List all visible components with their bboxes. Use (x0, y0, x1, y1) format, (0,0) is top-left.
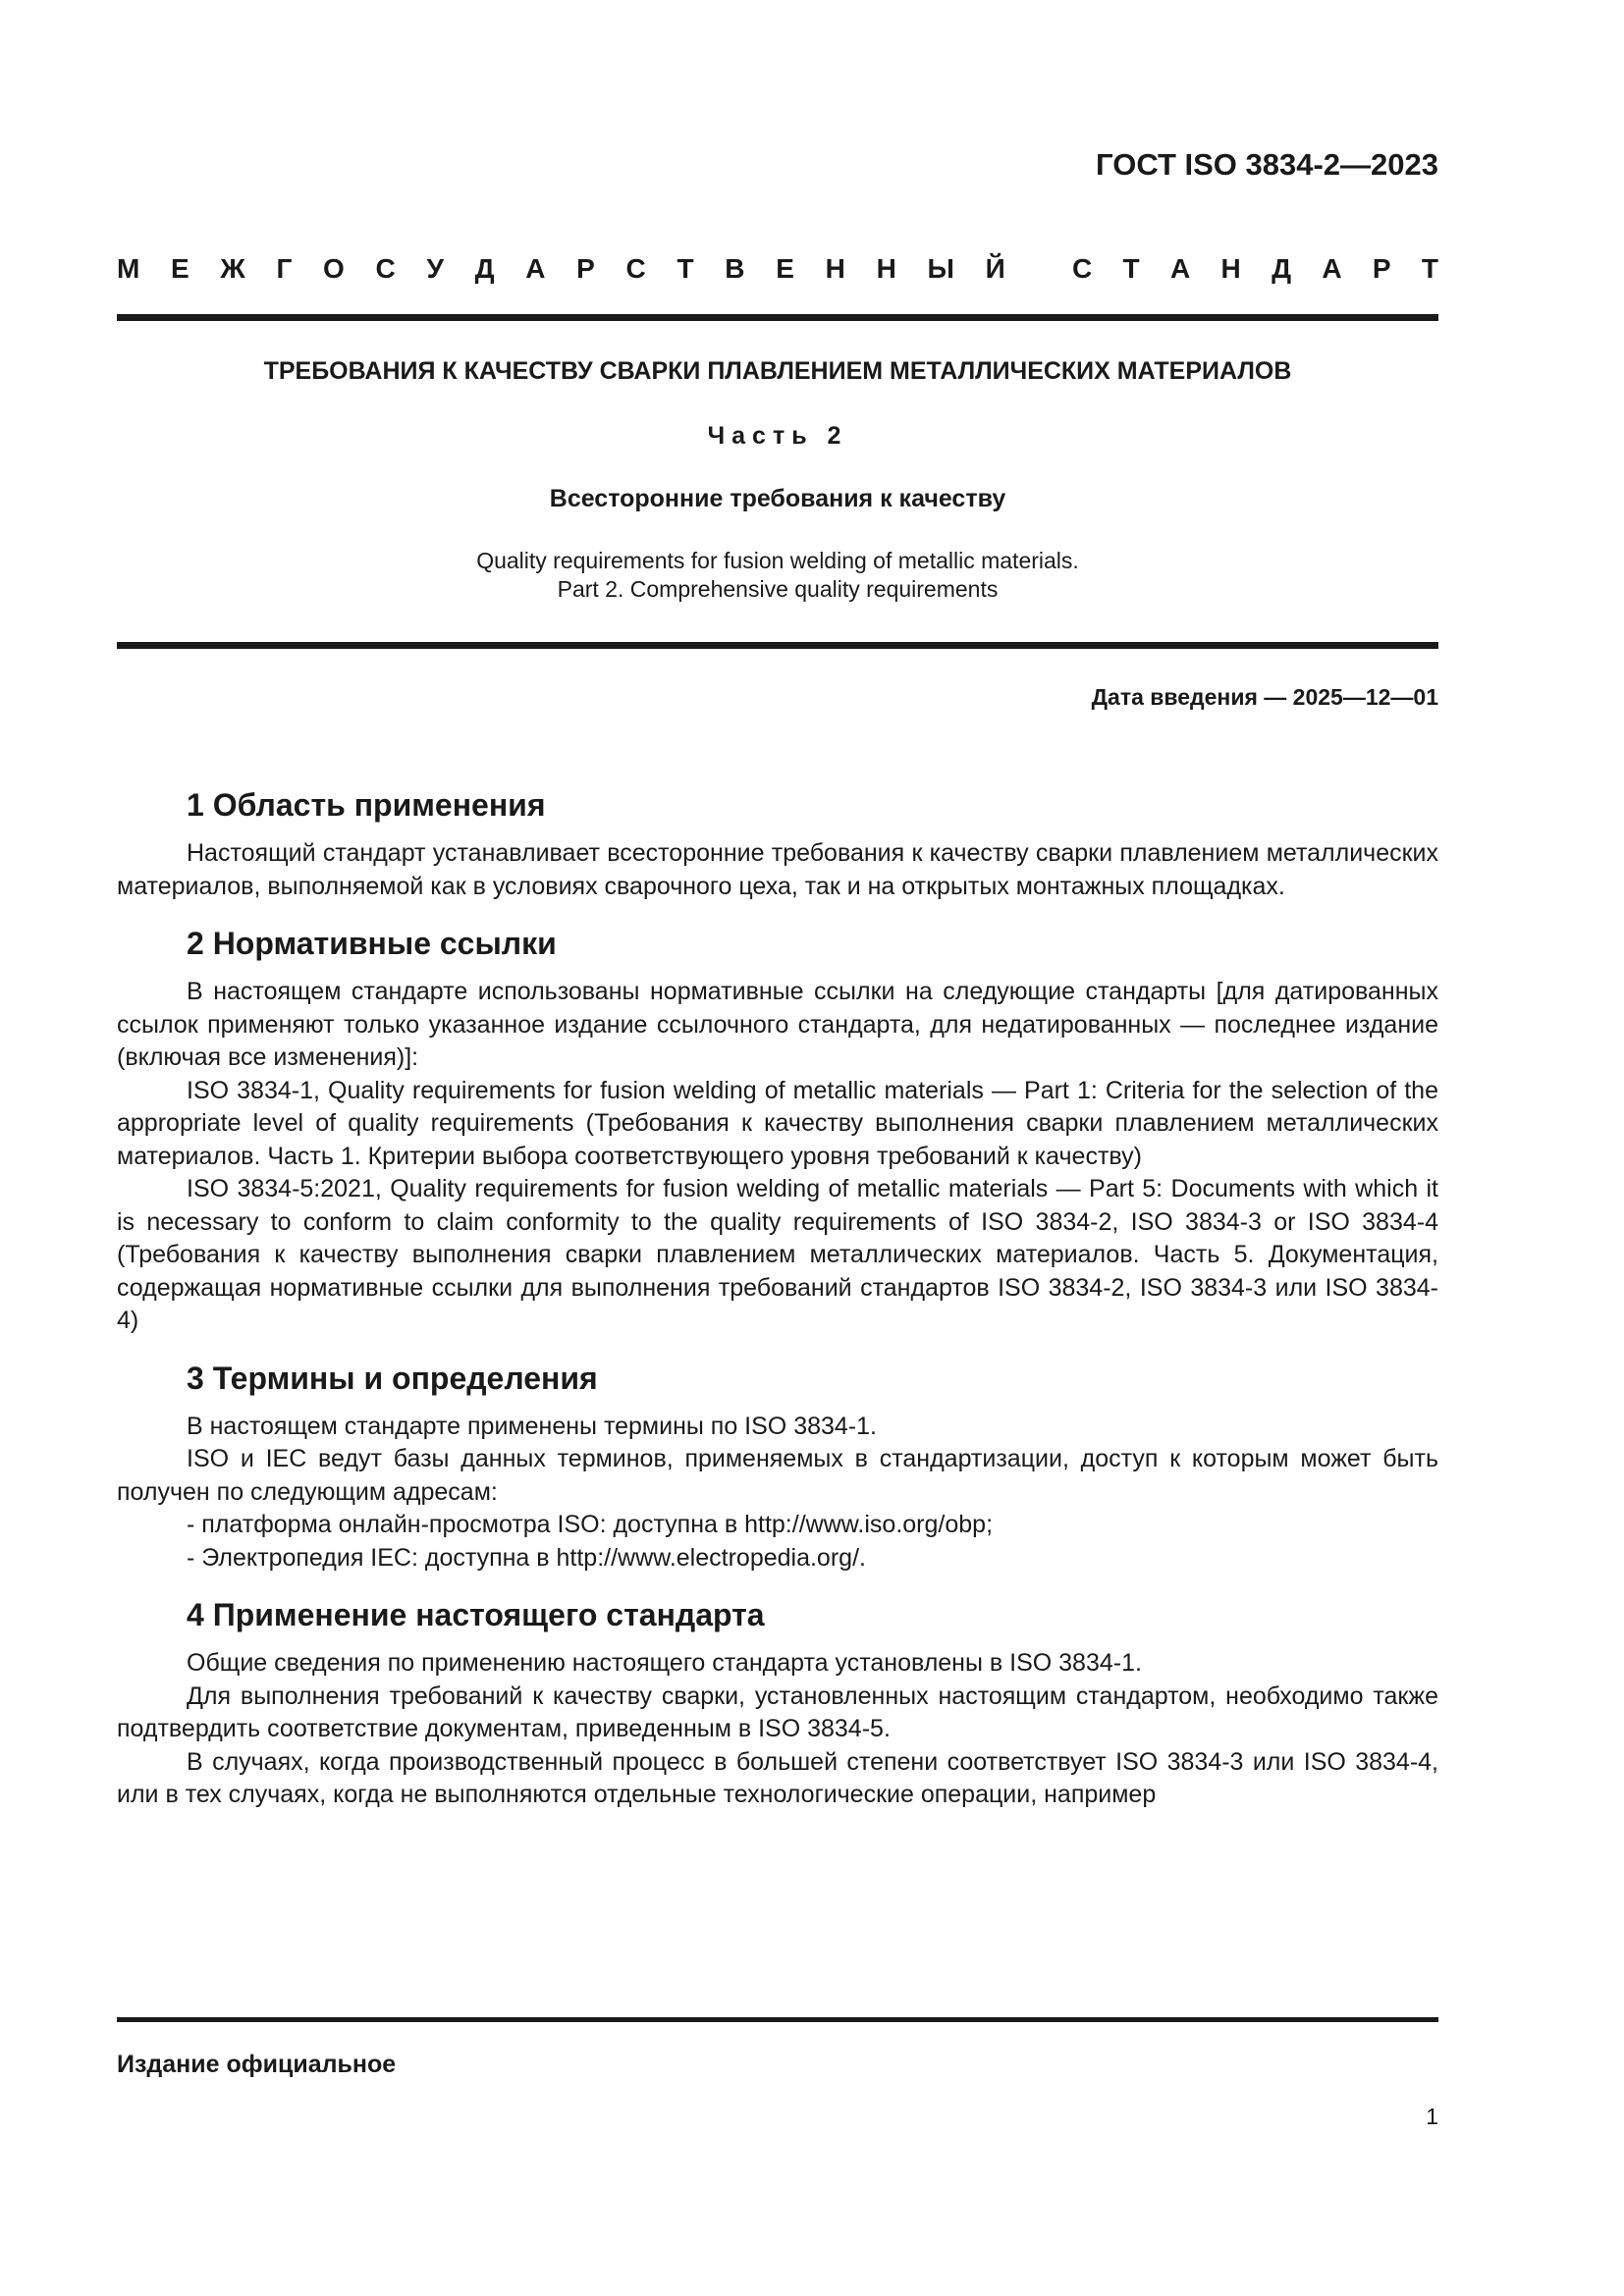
letter: Е (776, 253, 794, 284)
letter: О (323, 253, 345, 284)
letter: С (625, 253, 646, 284)
letter: А (1322, 253, 1342, 284)
footer-rule (117, 2017, 1438, 2022)
list-item: - Электропедия IEC: доступна в http://www.electropedia.org/. (187, 1543, 866, 1572)
section-heading: 4 Применение настоящего стандарта (187, 1597, 765, 1632)
letter: Т (1122, 253, 1140, 284)
list-item: - платформа онлайн-просмотра ISO: доступна в http://www.iso.org/obp; (187, 1511, 994, 1538)
letter: Р (1372, 253, 1391, 284)
letter: А (525, 253, 546, 284)
introduction-date: Дата введения — 2025—12—01 (1091, 684, 1438, 710)
official-edition-label: Издание официальное (117, 2051, 397, 2078)
letter: Н (876, 253, 896, 284)
letter: У (426, 253, 444, 284)
letter: Й (985, 253, 1005, 284)
paragraph: В настоящем стандарте применены термины по ISO 3834-1. (187, 1412, 877, 1440)
paragraph: ISO и IEC ведут базы данных терминов, применяемых в стандартизации, доступ к которым может быть получен по следующим адресам: (117, 1445, 1438, 1506)
letter: Д (474, 253, 495, 284)
paragraph: Настоящий стандарт устанавливает всесторонние требования к качеству сварки плавлением металлических материалов, выполняемой как в условиях сварочного цеха, так и на открытых монтажных площадках. (117, 839, 1438, 900)
paragraph: В случаях, когда производственный процесс в большей степени соответствует ISO 3834-3 или ISO 3834-4, или в тех случаях, когда не выполняются отдельные технологические операции, например (117, 1747, 1438, 1808)
paragraph: Для выполнения требований к качеству сварки, установленных настоящим стандартом, необходимо также подтвердить соответствие документам, приведенным в ISO 3834-5. (117, 1682, 1438, 1742)
header-rule (117, 314, 1438, 321)
english-title-line-1: Quality requirements for fusion welding of metallic materials. (476, 548, 1079, 573)
section-terms (117, 1359, 1438, 1575)
letter: Г (276, 253, 293, 284)
document-body (117, 785, 1438, 1833)
main-title: ТРЕБОВАНИЯ К КАЧЕСТВУ СВАРКИ ПЛАВЛЕНИЕМ МЕТАЛЛИЧЕСКИХ МАТЕРИАЛОВ (263, 357, 1292, 385)
letter: Д (1272, 253, 1292, 284)
letter: Е (171, 253, 189, 284)
letter: Н (1220, 253, 1241, 284)
standard-type-line (117, 253, 1438, 285)
letter: В (725, 253, 745, 284)
subtitle: Всесторонние требования к качеству (549, 485, 1006, 512)
reference-entry: ISO 3834-1, Quality requirements for fusion welding of metallic materials — Part 1: Criteria for the selection of the appropriate level of quality requirements (Требования к качеству выполнения сварки плавлением металлических материалов. Часть 1. Критерии выбора соответствующего уровня требований к качеству) (117, 1076, 1438, 1170)
letter: А (1169, 253, 1191, 284)
section-heading: 2 Нормативные ссылки (187, 926, 557, 961)
page-number: 1 (1426, 2104, 1438, 2129)
paragraph: В настоящем стандарте использованы нормативные ссылки на следующие стандарты [для датированных ссылок применяют только указанное издание ссылочного стандарта, для недатированных — последнее издание (включая все изменения)]: (117, 978, 1438, 1071)
section-normative-references (117, 924, 1438, 1338)
english-title (117, 547, 1438, 604)
section-heading: 1 Область применения (187, 787, 546, 823)
title-rule (117, 642, 1438, 649)
document-code: ГОСТ ISO 3834-2—2023 (1096, 147, 1438, 182)
letter: Ж (220, 253, 245, 284)
section-heading: 3 Термины и определения (187, 1360, 598, 1396)
letter: М (117, 253, 140, 284)
letter: Р (576, 253, 595, 284)
standard-type-word-1 (117, 253, 1005, 285)
letter: С (375, 253, 396, 284)
paragraph: Общие сведения по применению настоящего стандарта установлены в ISO 3834-1. (187, 1649, 1142, 1677)
section-application (117, 1595, 1438, 1812)
reference-entry: ISO 3834-5:2021, Quality requirements for fusion welding of metallic materials — Part 5: Documents with which it is necessary to conform to claim conformity to the quality requirements of ISO 3834-2, ISO 3834-3 or ISO 3834-4 (Требования к качеству выполнения сварки плавлением металлических материалов. Часть 5. Документация, содержащая нормативные ссылки для выполнения требований стандартов ISO 3834-2, ISO 3834-3 или ISO 3834-4) (117, 1175, 1438, 1334)
standard-type-word-2 (1072, 253, 1438, 285)
part-title: Часть 2 (707, 422, 848, 450)
letter: Н (825, 253, 845, 284)
letter: Т (1421, 253, 1438, 284)
letter: С (1072, 253, 1093, 284)
letter: Т (677, 253, 694, 284)
english-title-line-2: Part 2. Comprehensive quality requirements (557, 576, 999, 602)
term-database-list (117, 1509, 1438, 1575)
letter: Ы (927, 253, 954, 284)
section-scope (117, 785, 1438, 903)
